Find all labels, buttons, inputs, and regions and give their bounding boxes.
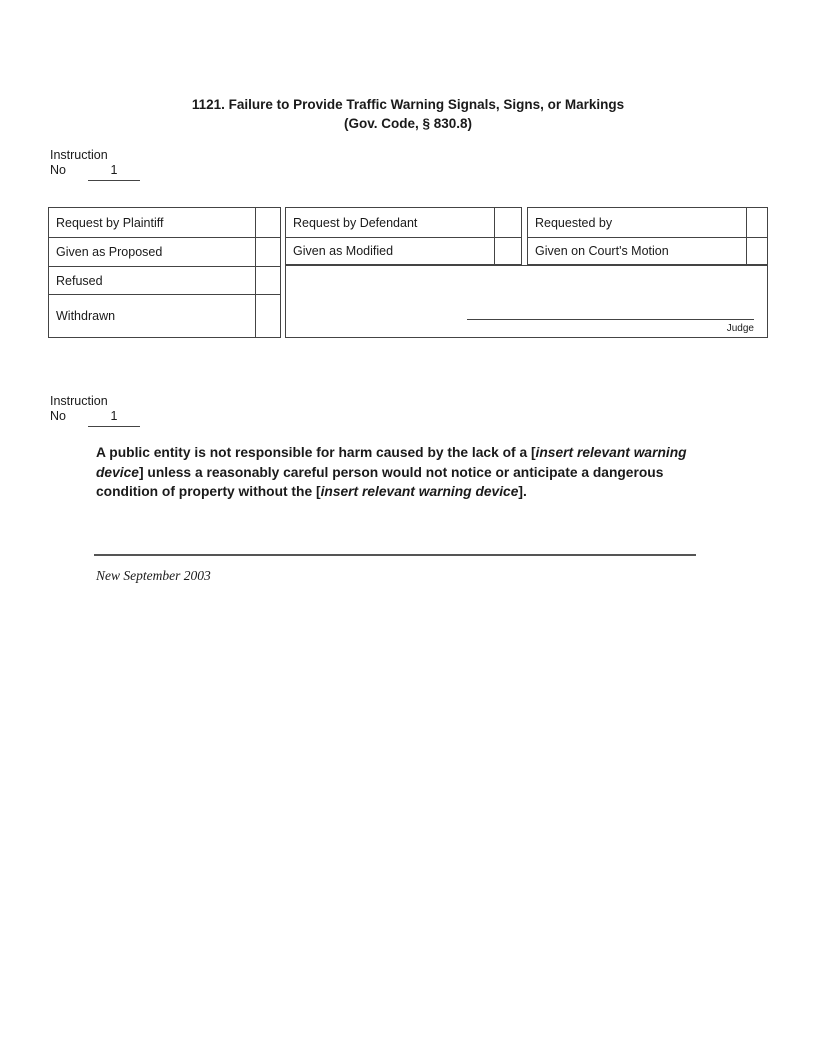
- cell-request-by-plaintiff: Request by Plaintiff: [56, 215, 164, 230]
- instruction-number-block-top: [50, 148, 140, 181]
- checkbox-cell-given-as-modified[interactable]: [494, 237, 521, 264]
- cell-given-as-modified: Given as Modified: [286, 237, 494, 264]
- form-table-left-section: [48, 207, 281, 338]
- body-segment: A public entity is not responsible for harm caused by the lack of a [: [96, 445, 536, 460]
- instruction-number-blank[interactable]: 1: [88, 163, 140, 181]
- checkbox-cell-request-by-defendant[interactable]: [494, 208, 521, 237]
- body-segment-insert-placeholder: insert relevant warning device: [96, 445, 687, 480]
- cell-given-on-courts-motion: Given on Court's Motion: [528, 237, 746, 264]
- instruction-number-blank[interactable]: 1: [88, 409, 140, 427]
- cell-withdrawn: Withdrawn: [49, 294, 255, 337]
- judge-signature-line[interactable]: [467, 319, 754, 320]
- footer-divider: [94, 554, 696, 556]
- body-segment: ].: [518, 484, 527, 499]
- instruction-number-block-bottom: [50, 394, 140, 427]
- body-segment-insert-placeholder: insert relevant warning device: [320, 484, 519, 499]
- checkbox-cell-withdrawn[interactable]: [255, 294, 280, 337]
- checkbox-cell-requested-by[interactable]: [746, 208, 767, 237]
- cell-refused: Refused: [49, 266, 255, 294]
- checkbox-cell-refused[interactable]: [255, 266, 280, 294]
- instruction-no-label: No: [50, 409, 66, 423]
- judge-signature-box: [285, 265, 768, 338]
- title-line-2: (Gov. Code, § 830.8): [343, 116, 473, 131]
- checkbox-cell-given-on-courts-motion[interactable]: [746, 237, 767, 264]
- cell-request-by-defendant: Request by Defendant: [293, 215, 418, 230]
- instruction-label: Instruction: [50, 148, 108, 162]
- instruction-label: Instruction: [50, 394, 108, 408]
- document-title: [0, 95, 816, 133]
- instruction-no-label: No: [50, 163, 66, 177]
- cell-given-as-proposed: Given as Proposed: [49, 237, 255, 266]
- form-table-right-section: [527, 207, 768, 265]
- revision-note: New September 2003: [96, 568, 211, 583]
- instruction-body-text: [96, 443, 720, 502]
- body-segment: ] unless a reasonably careful person would not notice or anticipate a dangerous condition of property without the [: [96, 464, 664, 499]
- checkbox-cell-request-by-plaintiff[interactable]: [255, 208, 280, 237]
- checkbox-cell-given-as-proposed[interactable]: [255, 237, 280, 266]
- cell-requested-by: Requested by: [535, 215, 613, 230]
- judge-label: Judge: [726, 323, 754, 334]
- form-table-middle-section: [285, 207, 522, 265]
- title-line-1: 1121. Failure to Provide Traffic Warning Signals, Signs, or Markings: [191, 97, 625, 112]
